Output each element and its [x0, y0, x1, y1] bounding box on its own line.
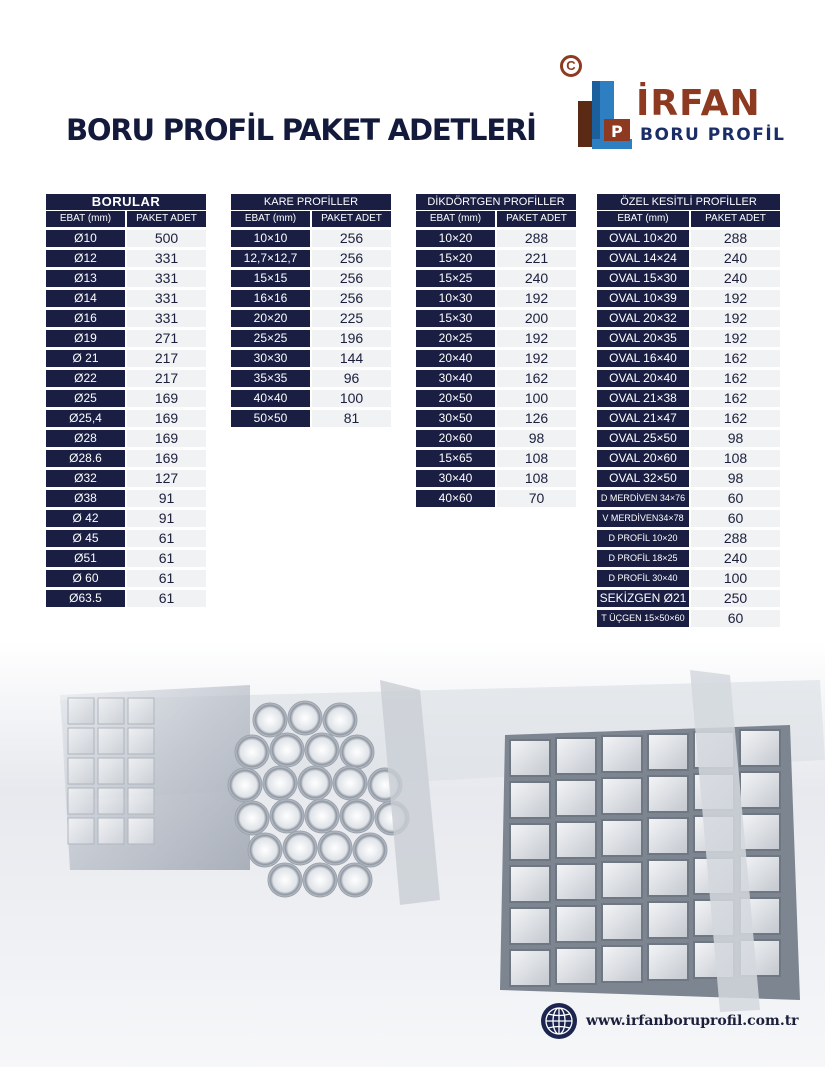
- quantity-cell: 70: [497, 490, 576, 507]
- table-title: BORULAR: [46, 194, 206, 210]
- size-cell: 50×50: [231, 410, 310, 427]
- quantity-cell: 61: [127, 590, 206, 607]
- quantity-cell: 169: [127, 410, 206, 427]
- table-row: [46, 390, 206, 407]
- table-row: [416, 330, 576, 347]
- table-row: [46, 350, 206, 367]
- logo-mark-icon: [570, 75, 642, 153]
- table-row: [597, 490, 780, 507]
- size-cell: 20×60: [416, 430, 495, 447]
- size-cell: Ø32: [46, 470, 125, 487]
- table-row: [231, 370, 391, 387]
- table-row: [46, 570, 206, 587]
- quantity-cell: 288: [691, 230, 780, 247]
- size-cell: 30×40: [416, 470, 495, 487]
- table-row: [597, 250, 780, 267]
- size-cell: OVAL 10×39: [597, 290, 689, 307]
- size-cell: 30×50: [416, 410, 495, 427]
- quantity-cell: 108: [497, 470, 576, 487]
- website-block: [540, 1001, 799, 1041]
- size-cell: 15×15: [231, 270, 310, 287]
- quantity-cell: 98: [691, 430, 780, 447]
- size-cell: D PROFİL 18×25: [597, 550, 689, 567]
- table-row: [597, 610, 780, 627]
- size-cell: 10×30: [416, 290, 495, 307]
- table-row: [597, 530, 780, 547]
- table-row: [416, 430, 576, 447]
- table-row: [597, 550, 780, 567]
- size-cell: Ø 45: [46, 530, 125, 547]
- size-cell: 25×25: [231, 330, 310, 347]
- size-cell: Ø25,4: [46, 410, 125, 427]
- quantity-cell: 331: [127, 310, 206, 327]
- quantity-cell: 61: [127, 570, 206, 587]
- table-dikdortgen-profiller: [416, 194, 576, 507]
- quantity-cell: 240: [691, 250, 780, 267]
- table-row: [231, 410, 391, 427]
- table-row: [597, 470, 780, 487]
- quantity-cell: 240: [691, 550, 780, 567]
- size-cell: Ø 21: [46, 350, 125, 367]
- size-cell: OVAL 21×38: [597, 390, 689, 407]
- table-row: [231, 350, 391, 367]
- table-row: [231, 270, 391, 287]
- website-url[interactable]: www.irfanboruprofil.com.tr: [586, 1013, 799, 1029]
- size-cell: D PROFİL 10×20: [597, 530, 689, 547]
- size-cell: 30×40: [416, 370, 495, 387]
- table-row: [597, 410, 780, 427]
- table-row: [46, 310, 206, 327]
- column-header-size: EBAT (mm): [46, 211, 125, 227]
- table-row: [416, 250, 576, 267]
- size-cell: OVAL 20×60: [597, 450, 689, 467]
- table-row: [416, 490, 576, 507]
- size-cell: 15×25: [416, 270, 495, 287]
- table-kare-profiller: [231, 194, 391, 427]
- quantity-cell: 217: [127, 350, 206, 367]
- table-row: [46, 510, 206, 527]
- quantity-cell: 256: [312, 250, 391, 267]
- size-cell: Ø63.5: [46, 590, 125, 607]
- quantity-cell: 217: [127, 370, 206, 387]
- table-row: [231, 250, 391, 267]
- size-cell: 35×35: [231, 370, 310, 387]
- column-header-quantity: PAKET ADET: [127, 211, 206, 227]
- quantity-cell: 169: [127, 390, 206, 407]
- column-header-size: EBAT (mm): [597, 211, 689, 227]
- quantity-cell: 169: [127, 430, 206, 447]
- table-row: [46, 270, 206, 287]
- quantity-cell: 60: [691, 510, 780, 527]
- quantity-cell: 162: [691, 350, 780, 367]
- size-cell: Ø16: [46, 310, 125, 327]
- quantity-cell: 100: [497, 390, 576, 407]
- table-row: [46, 530, 206, 547]
- quantity-cell: 162: [691, 410, 780, 427]
- size-cell: D PROFİL 30×40: [597, 570, 689, 587]
- quantity-cell: 60: [691, 490, 780, 507]
- quantity-cell: 250: [691, 590, 780, 607]
- size-cell: 20×50: [416, 390, 495, 407]
- page-title: BORU PROFİL PAKET ADETLERİ: [66, 113, 536, 147]
- size-cell: OVAL 15×30: [597, 270, 689, 287]
- size-cell: OVAL 32×50: [597, 470, 689, 487]
- quantity-cell: 225: [312, 310, 391, 327]
- table-row: [416, 350, 576, 367]
- table-row: [597, 350, 780, 367]
- table-row: [46, 550, 206, 567]
- size-cell: 15×20: [416, 250, 495, 267]
- size-cell: D MERDİVEN 34×76: [597, 490, 689, 507]
- size-cell: Ø22: [46, 370, 125, 387]
- quantity-cell: 256: [312, 230, 391, 247]
- table-row: [46, 470, 206, 487]
- size-cell: OVAL 20×32: [597, 310, 689, 327]
- table-row: [416, 450, 576, 467]
- table-row: [46, 330, 206, 347]
- size-cell: OVAL 16×40: [597, 350, 689, 367]
- quantity-cell: 100: [312, 390, 391, 407]
- table-row: [46, 230, 206, 247]
- table-row: [46, 370, 206, 387]
- table-row: [46, 410, 206, 427]
- quantity-cell: 162: [691, 370, 780, 387]
- quantity-cell: 288: [691, 530, 780, 547]
- quantity-cell: 196: [312, 330, 391, 347]
- size-cell: SEKİZGEN Ø21: [597, 590, 689, 607]
- size-cell: Ø 42: [46, 510, 125, 527]
- quantity-cell: 240: [497, 270, 576, 287]
- table-row: [416, 310, 576, 327]
- table-title: ÖZEL KESİTLİ PROFİLLER: [597, 194, 780, 210]
- table-row: [597, 510, 780, 527]
- quantity-cell: 91: [127, 510, 206, 527]
- quantity-cell: 192: [691, 330, 780, 347]
- size-cell: Ø28.6: [46, 450, 125, 467]
- quantity-cell: 91: [127, 490, 206, 507]
- quantity-cell: 98: [691, 470, 780, 487]
- quantity-cell: 288: [497, 230, 576, 247]
- table-ozel-kesitli-profiller: [597, 194, 780, 627]
- quantity-cell: 500: [127, 230, 206, 247]
- quantity-cell: 162: [691, 390, 780, 407]
- table-borular: [46, 194, 206, 607]
- quantity-cell: 127: [127, 470, 206, 487]
- table-title: DİKDÖRTGEN PROFİLLER: [416, 194, 576, 210]
- size-cell: 10×20: [416, 230, 495, 247]
- column-header-quantity: PAKET ADET: [312, 211, 391, 227]
- size-cell: 15×30: [416, 310, 495, 327]
- size-cell: Ø12: [46, 250, 125, 267]
- size-cell: 30×30: [231, 350, 310, 367]
- quantity-cell: 256: [312, 270, 391, 287]
- size-cell: Ø10: [46, 230, 125, 247]
- table-row: [416, 410, 576, 427]
- table-row: [597, 450, 780, 467]
- table-row: [46, 450, 206, 467]
- size-cell: Ø38: [46, 490, 125, 507]
- size-cell: 20×20: [231, 310, 310, 327]
- size-cell: 20×25: [416, 330, 495, 347]
- table-row: [597, 370, 780, 387]
- size-cell: OVAL 21×47: [597, 410, 689, 427]
- size-cell: Ø14: [46, 290, 125, 307]
- table-row: [416, 470, 576, 487]
- quantity-cell: 96: [312, 370, 391, 387]
- table-row: [416, 390, 576, 407]
- size-cell: V MERDİVEN34×78: [597, 510, 689, 527]
- quantity-cell: 240: [691, 270, 780, 287]
- size-cell: 12,7×12,7: [231, 250, 310, 267]
- table-row: [597, 390, 780, 407]
- size-cell: OVAL 20×40: [597, 370, 689, 387]
- size-cell: OVAL 25×50: [597, 430, 689, 447]
- size-cell: 10×10: [231, 230, 310, 247]
- quantity-cell: 162: [497, 370, 576, 387]
- table-row: [597, 270, 780, 287]
- size-cell: Ø51: [46, 550, 125, 567]
- quantity-cell: 108: [497, 450, 576, 467]
- table-row: [597, 430, 780, 447]
- quantity-cell: 221: [497, 250, 576, 267]
- quantity-cell: 192: [497, 330, 576, 347]
- size-cell: 20×40: [416, 350, 495, 367]
- size-cell: 40×60: [416, 490, 495, 507]
- brand-subtitle: BORU PROFİL: [640, 125, 786, 145]
- size-cell: Ø28: [46, 430, 125, 447]
- quantity-cell: 98: [497, 430, 576, 447]
- table-row: [46, 490, 206, 507]
- quantity-cell: 192: [497, 350, 576, 367]
- table-row: [597, 590, 780, 607]
- table-row: [416, 370, 576, 387]
- table-row: [231, 390, 391, 407]
- quantity-cell: 271: [127, 330, 206, 347]
- table-row: [597, 230, 780, 247]
- table-row: [46, 250, 206, 267]
- copyright-icon: C: [560, 55, 582, 77]
- table-row: [597, 310, 780, 327]
- table-row: [416, 230, 576, 247]
- size-cell: OVAL 14×24: [597, 250, 689, 267]
- quantity-cell: 144: [312, 350, 391, 367]
- size-cell: 16×16: [231, 290, 310, 307]
- size-cell: T ÜÇGEN 15×50×60: [597, 610, 689, 627]
- table-row: [46, 290, 206, 307]
- size-cell: OVAL 10×20: [597, 230, 689, 247]
- globe-icon: [540, 1002, 578, 1040]
- quantity-cell: 81: [312, 410, 391, 427]
- size-cell: Ø13: [46, 270, 125, 287]
- size-cell: Ø25: [46, 390, 125, 407]
- table-row: [46, 430, 206, 447]
- quantity-cell: 100: [691, 570, 780, 587]
- table-row: [46, 590, 206, 607]
- table-row: [597, 570, 780, 587]
- size-cell: 15×65: [416, 450, 495, 467]
- quantity-cell: 331: [127, 250, 206, 267]
- size-cell: Ø 60: [46, 570, 125, 587]
- table-title: KARE PROFİLLER: [231, 194, 391, 210]
- quantity-cell: 200: [497, 310, 576, 327]
- table-row: [416, 270, 576, 287]
- quantity-cell: 61: [127, 550, 206, 567]
- brand-name: İRFAN: [636, 83, 761, 124]
- quantity-cell: 169: [127, 450, 206, 467]
- quantity-cell: 192: [691, 290, 780, 307]
- quantity-cell: 108: [691, 450, 780, 467]
- quantity-cell: 256: [312, 290, 391, 307]
- table-row: [231, 290, 391, 307]
- column-header-size: EBAT (mm): [231, 211, 310, 227]
- quantity-cell: 192: [497, 290, 576, 307]
- table-row: [597, 330, 780, 347]
- column-header-quantity: PAKET ADET: [691, 211, 780, 227]
- table-row: [231, 230, 391, 247]
- table-row: [231, 310, 391, 327]
- column-header-size: EBAT (mm): [416, 211, 495, 227]
- quantity-cell: 126: [497, 410, 576, 427]
- quantity-cell: 331: [127, 290, 206, 307]
- column-header-quantity: PAKET ADET: [497, 211, 576, 227]
- quantity-cell: 192: [691, 310, 780, 327]
- size-cell: Ø19: [46, 330, 125, 347]
- table-row: [231, 330, 391, 347]
- quantity-cell: 331: [127, 270, 206, 287]
- irfan-logo: [560, 55, 800, 155]
- quantity-cell: 60: [691, 610, 780, 627]
- size-cell: 40×40: [231, 390, 310, 407]
- table-row: [416, 290, 576, 307]
- size-cell: OVAL 20×35: [597, 330, 689, 347]
- quantity-cell: 61: [127, 530, 206, 547]
- table-row: [597, 290, 780, 307]
- svg-text:P: P: [611, 122, 623, 141]
